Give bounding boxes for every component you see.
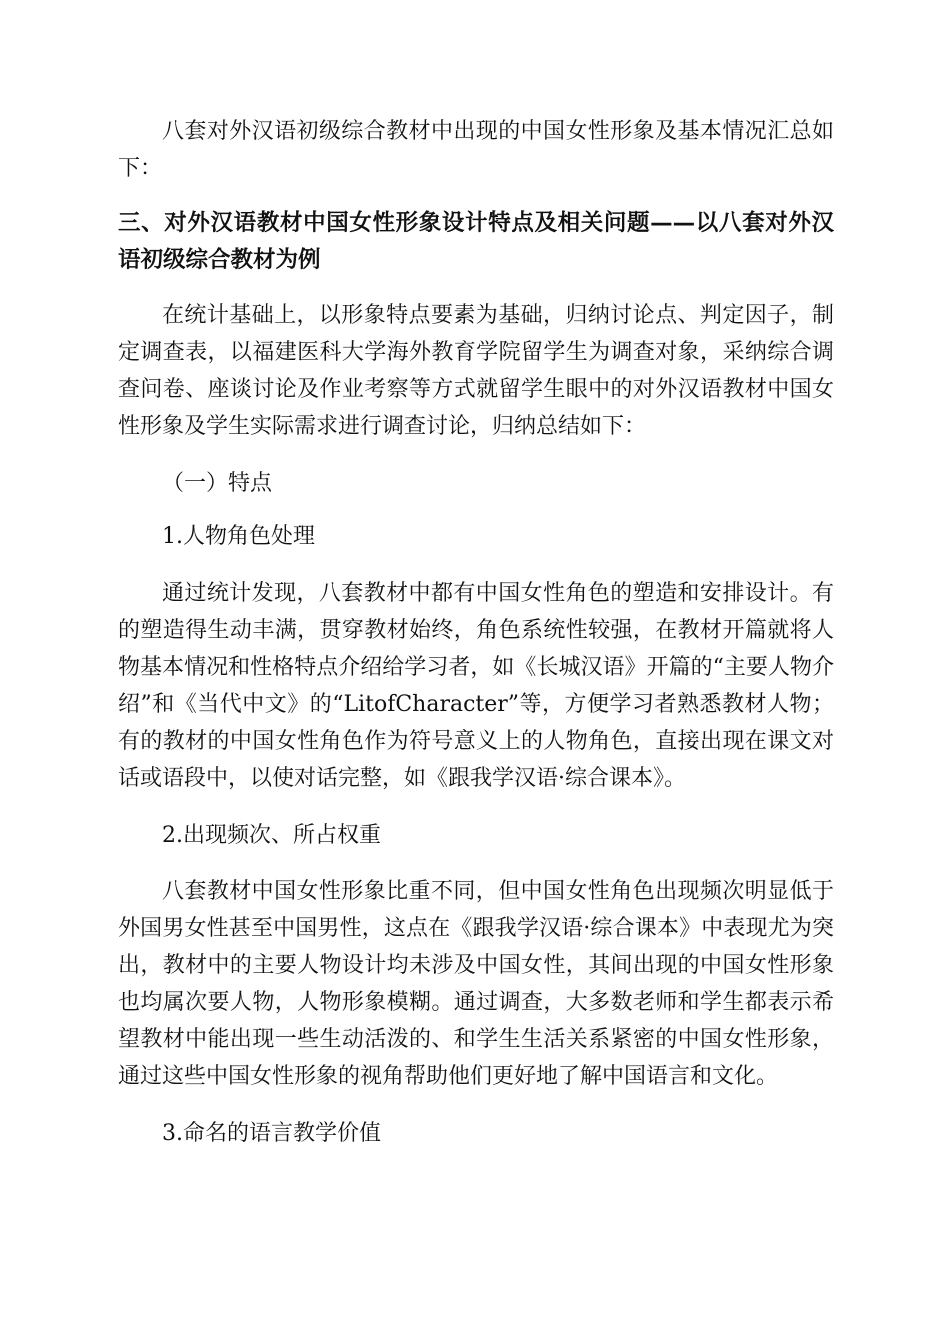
intro-paragraph: 八套对外汉语初级综合教材中出现的中国女性形象及基本情况汇总如下： [118,119,834,181]
section-heading-three: 三、对外汉语教材中国女性形象设计特点及相关问题——以八套对外汉语初级综合教材为例 [118,210,834,273]
role-handling-paragraph: 通过统计发现，八套教材中都有中国女性角色的塑造和安排设计。有的塑造得生动丰满，贯穿教材始终，角色系统性较强，在教材开篇就将人物基本情况和性格特点介绍给学习者，如《长城汉语》开篇的“主要人物介绍”和《当代中文》的“LitofCharacter”等，方便学习者熟悉教材人物；有的教材的中国女性角色作为符号意义上的人物角色，直接出现在课文对话或语段中，以使对话完整，如《跟我学汉语·综合课本》。 [118,581,834,791]
subsection-features-title: （一）特点 [162,471,273,496]
item-naming-value-title: 3.命名的语言教学价值 [162,1121,381,1146]
item-role-handling-title: 1.人物角色处理 [162,524,315,549]
survey-paragraph: 在统计基础上，以形象特点要素为基础，归纳讨论点、判定因子，制定调查表，以福建医科大学海外教育学院留学生为调查对象，采纳综合调查问卷、座谈讨论及作业考察等方式就留学生眼中的对外汉语教材中国女性形象及学生实际需求进行调查讨论，归纳总结如下： [118,303,834,439]
frequency-paragraph: 八套教材中国女性形象比重不同，但中国女性角色出现频次明显低于外国男女性甚至中国男性，这点在《跟我学汉语·综合课本》中表现尤为突出，教材中的主要人物设计均未涉及中国女性，其间出现的中国女性形象也均属次要人物，人物形象模糊。通过调查，大多数老师和学生都表示希望教材中能出现一些生动活泼的、和学生生活关系紧密的中国女性形象，通过这些中国女性形象的视角帮助他们更好地了解中国语言和文化。 [118,879,834,1089]
item-frequency-title: 2.出现频次、所占权重 [162,823,381,848]
